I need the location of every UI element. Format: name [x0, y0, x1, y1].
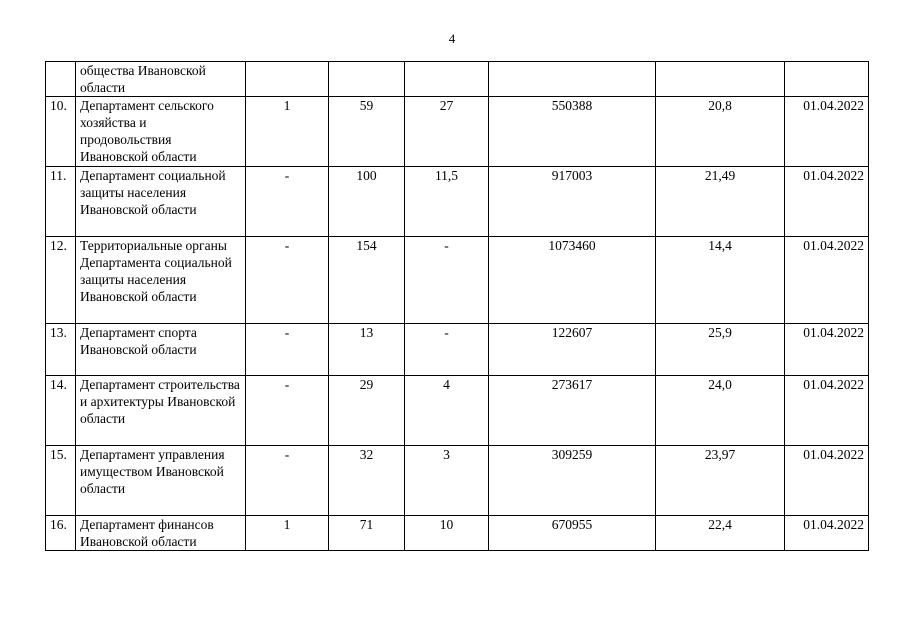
- cell-date: [785, 62, 869, 97]
- table-row: [46, 446, 869, 516]
- page-number: 4: [448, 31, 456, 46]
- cell-col7: 23,97: [656, 446, 785, 516]
- table-row: [46, 97, 869, 167]
- cell-date: 01.04.2022: [785, 446, 869, 516]
- cell-col3: [246, 62, 329, 97]
- cell-col6: 550388: [489, 97, 656, 167]
- cell-col4: 154: [329, 237, 405, 324]
- table-row: [46, 516, 869, 551]
- cell-col3: 1: [246, 97, 329, 167]
- cell-date: 01.04.2022: [785, 167, 869, 237]
- row-number: 15.: [46, 446, 76, 516]
- organization-name: Департамент спорта Ивановской области: [76, 324, 246, 376]
- organization-name: общества Ивановской области: [76, 62, 246, 97]
- cell-col3: -: [246, 324, 329, 376]
- row-number: [46, 62, 76, 97]
- cell-col7: 25,9: [656, 324, 785, 376]
- row-number: 11.: [46, 167, 76, 237]
- cell-col3: -: [246, 446, 329, 516]
- cell-col6: 917003: [489, 167, 656, 237]
- cell-col5: 11,5: [405, 167, 489, 237]
- cell-col5: 27: [405, 97, 489, 167]
- cell-col4: 59: [329, 97, 405, 167]
- cell-col5: -: [405, 237, 489, 324]
- row-number: 13.: [46, 324, 76, 376]
- cell-col6: [489, 62, 656, 97]
- cell-date: 01.04.2022: [785, 237, 869, 324]
- cell-col6: 670955: [489, 516, 656, 551]
- cell-col7: 14,4: [656, 237, 785, 324]
- cell-col6: 1073460: [489, 237, 656, 324]
- cell-col7: 20,8: [656, 97, 785, 167]
- cell-col5: 10: [405, 516, 489, 551]
- organization-name: Территориальные органы Департамента социальной защиты населения Ивановской области: [76, 237, 246, 324]
- table-row: [46, 167, 869, 237]
- cell-col7: 22,4: [656, 516, 785, 551]
- cell-date: 01.04.2022: [785, 376, 869, 446]
- cell-col4: [329, 62, 405, 97]
- cell-col7: 24,0: [656, 376, 785, 446]
- cell-col4: 13: [329, 324, 405, 376]
- cell-col4: 100: [329, 167, 405, 237]
- row-number: 12.: [46, 237, 76, 324]
- cell-col7: [656, 62, 785, 97]
- cell-col6: 309259: [489, 446, 656, 516]
- cell-col6: 122607: [489, 324, 656, 376]
- cell-col5: 3: [405, 446, 489, 516]
- table-row: [46, 324, 869, 376]
- cell-col5: [405, 62, 489, 97]
- cell-col4: 29: [329, 376, 405, 446]
- cell-col7: 21,49: [656, 167, 785, 237]
- organization-name: Департамент строительства и архитектуры Ивановской области: [76, 376, 246, 446]
- organization-name: Департамент социальной защиты населения Ивановской области: [76, 167, 246, 237]
- row-number: 10.: [46, 97, 76, 167]
- organization-name: Департамент управления имуществом Ивановской области: [76, 446, 246, 516]
- cell-col4: 71: [329, 516, 405, 551]
- cell-col5: 4: [405, 376, 489, 446]
- table-row: [46, 376, 869, 446]
- row-number: 16.: [46, 516, 76, 551]
- row-number: 14.: [46, 376, 76, 446]
- cell-col4: 32: [329, 446, 405, 516]
- cell-date: 01.04.2022: [785, 97, 869, 167]
- cell-col3: -: [246, 376, 329, 446]
- cell-col6: 273617: [489, 376, 656, 446]
- cell-date: 01.04.2022: [785, 516, 869, 551]
- cell-col5: -: [405, 324, 489, 376]
- cell-date: 01.04.2022: [785, 324, 869, 376]
- table-row: [46, 237, 869, 324]
- cell-col3: -: [246, 237, 329, 324]
- data-table: [45, 61, 869, 551]
- cell-col3: 1: [246, 516, 329, 551]
- organization-name: Департамент финансов Ивановской области: [76, 516, 246, 551]
- cell-col3: -: [246, 167, 329, 237]
- organization-name: Департамент сельского хозяйства и продовольствия Ивановской области: [76, 97, 246, 167]
- table-row: [46, 62, 869, 97]
